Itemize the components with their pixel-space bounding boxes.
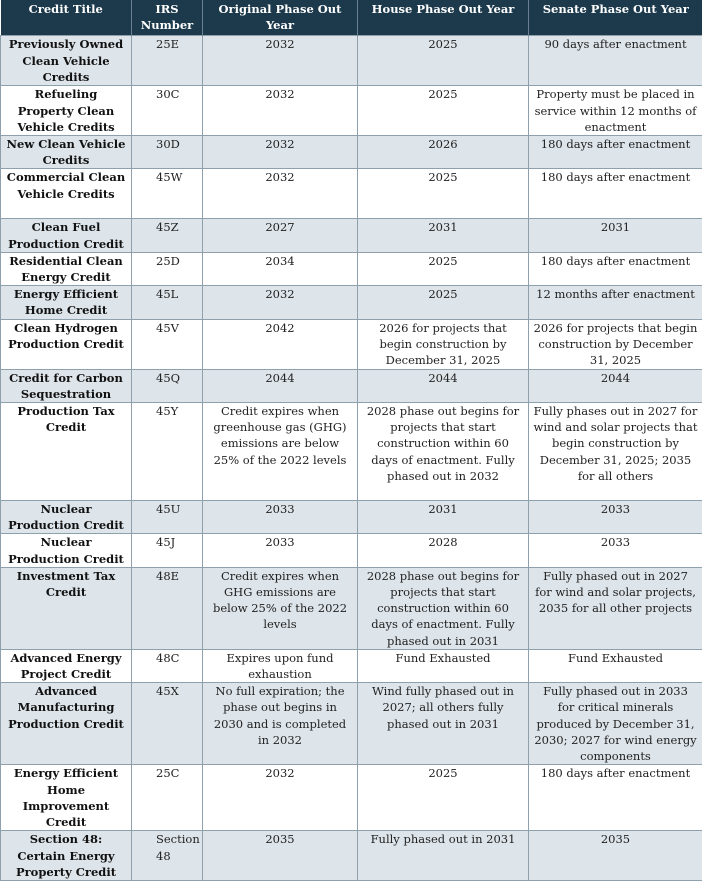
original-phase-out-cell: 2032 bbox=[203, 136, 358, 169]
house-phase-out-cell: 2025 bbox=[358, 252, 529, 285]
senate-phase-out-cell: 180 days after enactment bbox=[529, 136, 702, 169]
original-phase-out-cell: 2042 bbox=[203, 319, 358, 369]
irs-number-cell: 45U bbox=[132, 501, 203, 534]
senate-phase-out-cell: 2033 bbox=[529, 501, 702, 534]
table-row bbox=[1, 683, 702, 765]
house-phase-out-cell: Fund Exhausted bbox=[358, 649, 529, 682]
credit-title-cell: Clean Hydrogen Production Credit bbox=[1, 319, 132, 369]
header-senate-phase-out: Senate Phase Out Year bbox=[529, 0, 702, 36]
original-phase-out-cell: 2033 bbox=[203, 534, 358, 567]
senate-phase-out-cell: 180 days after enactment bbox=[529, 765, 702, 831]
senate-phase-out-cell: 90 days after enactment bbox=[529, 36, 702, 86]
original-phase-out-cell: 2032 bbox=[203, 169, 358, 219]
house-phase-out-cell: 2028 bbox=[358, 534, 529, 567]
irs-number-cell: 45J bbox=[132, 534, 203, 567]
house-phase-out-cell: 2026 for projects that begin construction by December 31, 2025 bbox=[358, 319, 529, 369]
irs-number-cell: Section 48 bbox=[132, 831, 203, 881]
irs-number-cell: 45Z bbox=[132, 219, 203, 252]
table-row bbox=[1, 534, 702, 567]
credit-title-cell: Section 48: Certain Energy Property Credit bbox=[1, 831, 132, 881]
house-phase-out-cell: 2025 bbox=[358, 86, 529, 136]
table-row bbox=[1, 86, 702, 136]
house-phase-out-cell: 2025 bbox=[358, 765, 529, 831]
original-phase-out-cell: 2027 bbox=[203, 219, 358, 252]
table-row bbox=[1, 286, 702, 319]
house-phase-out-cell: Wind fully phased out in 2027; all others fully phased out in 2031 bbox=[358, 683, 529, 765]
original-phase-out-cell: Expires upon fund exhaustion bbox=[203, 649, 358, 682]
house-phase-out-cell: 2025 bbox=[358, 286, 529, 319]
table-row bbox=[1, 649, 702, 682]
house-phase-out-cell: Fully phased out in 2031 bbox=[358, 831, 529, 881]
irs-number-cell: 30D bbox=[132, 136, 203, 169]
table-row bbox=[1, 501, 702, 534]
credit-title-cell: Nuclear Production Credit bbox=[1, 534, 132, 567]
senate-phase-out-cell: 12 months after enactment bbox=[529, 286, 702, 319]
credit-title-cell: Clean Fuel Production Credit bbox=[1, 219, 132, 252]
credit-title-cell: Nuclear Production Credit bbox=[1, 501, 132, 534]
senate-phase-out-cell: 2044 bbox=[529, 369, 702, 402]
house-phase-out-cell: 2025 bbox=[358, 36, 529, 86]
original-phase-out-cell: 2035 bbox=[203, 831, 358, 881]
irs-number-cell: 45X bbox=[132, 683, 203, 765]
irs-number-cell: 45W bbox=[132, 169, 203, 219]
credit-title-cell: Investment Tax Credit bbox=[1, 567, 132, 649]
original-phase-out-cell: Credit expires when GHG emissions are below 25% of the 2022 levels bbox=[203, 567, 358, 649]
header-row bbox=[1, 0, 702, 36]
senate-phase-out-cell: 2026 for projects that begin construction by December 31, 2025 bbox=[529, 319, 702, 369]
irs-number-cell: 45Q bbox=[132, 369, 203, 402]
credit-title-cell: Commercial Clean Vehicle Credits bbox=[1, 169, 132, 219]
house-phase-out-cell: 2031 bbox=[358, 501, 529, 534]
irs-number-cell: 25D bbox=[132, 252, 203, 285]
house-phase-out-cell: 2026 bbox=[358, 136, 529, 169]
table-row bbox=[1, 36, 702, 86]
house-phase-out-cell: 2031 bbox=[358, 219, 529, 252]
house-phase-out-cell: 2044 bbox=[358, 369, 529, 402]
header-irs-number: IRS Number bbox=[132, 0, 203, 36]
original-phase-out-cell: 2032 bbox=[203, 36, 358, 86]
irs-number-cell: 45Y bbox=[132, 403, 203, 501]
irs-number-cell: 30C bbox=[132, 86, 203, 136]
senate-phase-out-cell: 2031 bbox=[529, 219, 702, 252]
header-house-phase-out: House Phase Out Year bbox=[358, 0, 529, 36]
senate-phase-out-cell: Fully phases out in 2027 for wind and solar projects that begin construction by December 31, 2025; 2035 for all others bbox=[529, 403, 702, 501]
table-row bbox=[1, 765, 702, 831]
table-row bbox=[1, 567, 702, 649]
header-original-phase-out: Original Phase Out Year bbox=[203, 0, 358, 36]
credit-title-cell: New Clean Vehicle Credits bbox=[1, 136, 132, 169]
table-row bbox=[1, 219, 702, 252]
credit-title-cell: Energy Efficient Home Credit bbox=[1, 286, 132, 319]
credit-title-cell: Energy Efficient Home Improvement Credit bbox=[1, 765, 132, 831]
original-phase-out-cell: 2034 bbox=[203, 252, 358, 285]
original-phase-out-cell: 2032 bbox=[203, 286, 358, 319]
irs-number-cell: 45L bbox=[132, 286, 203, 319]
irs-number-cell: 25E bbox=[132, 36, 203, 86]
house-phase-out-cell: 2025 bbox=[358, 169, 529, 219]
original-phase-out-cell: 2032 bbox=[203, 765, 358, 831]
senate-phase-out-cell: 180 days after enactment bbox=[529, 252, 702, 285]
irs-number-cell: 25C bbox=[132, 765, 203, 831]
senate-phase-out-cell: 180 days after enactment bbox=[529, 169, 702, 219]
table-row bbox=[1, 369, 702, 402]
senate-phase-out-cell: 2035 bbox=[529, 831, 702, 881]
irs-number-cell: 48E bbox=[132, 567, 203, 649]
credit-title-cell: Credit for Carbon Sequestration bbox=[1, 369, 132, 402]
table-row bbox=[1, 319, 702, 369]
table-row bbox=[1, 136, 702, 169]
credit-title-cell: Previously Owned Clean Vehicle Credits bbox=[1, 36, 132, 86]
senate-phase-out-cell: Fund Exhausted bbox=[529, 649, 702, 682]
senate-phase-out-cell: Fully phased out in 2027 for wind and solar projects, 2035 for all other projects bbox=[529, 567, 702, 649]
senate-phase-out-cell: Fully phased out in 2033 for critical minerals produced by December 31, 2030; 2027 for wind energy components bbox=[529, 683, 702, 765]
original-phase-out-cell: 2033 bbox=[203, 501, 358, 534]
table-row bbox=[1, 403, 702, 501]
original-phase-out-cell: 2044 bbox=[203, 369, 358, 402]
original-phase-out-cell: 2032 bbox=[203, 86, 358, 136]
table-row bbox=[1, 831, 702, 881]
credit-title-cell: Refueling Property Clean Vehicle Credits bbox=[1, 86, 132, 136]
credit-title-cell: Advanced Energy Project Credit bbox=[1, 649, 132, 682]
house-phase-out-cell: 2028 phase out begins for projects that start construction within 60 days of enactment. Fully phased out in 2031 bbox=[358, 567, 529, 649]
credit-title-cell: Production Tax Credit bbox=[1, 403, 132, 501]
original-phase-out-cell: No full expiration; the phase out begins in 2030 and is completed in 2032 bbox=[203, 683, 358, 765]
table-row bbox=[1, 252, 702, 285]
house-phase-out-cell: 2028 phase out begins for projects that start construction within 60 days of enactment. Fully phased out in 2032 bbox=[358, 403, 529, 501]
original-phase-out-cell: Credit expires when greenhouse gas (GHG) emissions are below 25% of the 2022 levels bbox=[203, 403, 358, 501]
header-credit-title: Credit Title bbox=[1, 0, 132, 36]
senate-phase-out-cell: 2033 bbox=[529, 534, 702, 567]
table-row bbox=[1, 169, 702, 219]
credit-title-cell: Residential Clean Energy Credit bbox=[1, 252, 132, 285]
irs-number-cell: 48C bbox=[132, 649, 203, 682]
irs-number-cell: 45V bbox=[132, 319, 203, 369]
senate-phase-out-cell: Property must be placed in service within 12 months of enactment bbox=[529, 86, 702, 136]
credit-title-cell: Advanced Manufacturing Production Credit bbox=[1, 683, 132, 765]
